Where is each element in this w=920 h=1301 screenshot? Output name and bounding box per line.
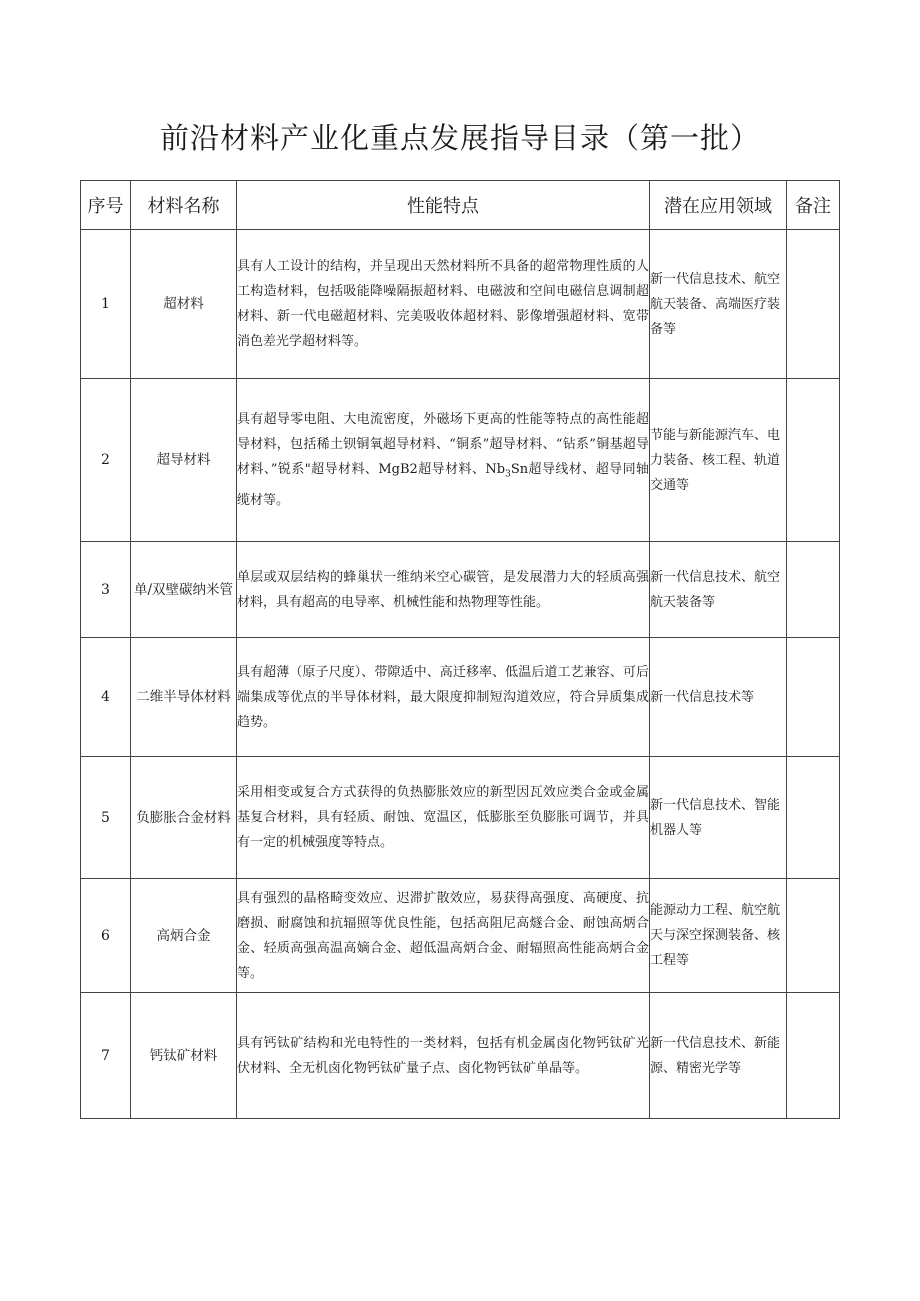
application-field: 新一代信息技术等 [650,638,787,757]
header-field: 潜在应用领域 [650,181,787,230]
row-number: 6 [81,879,131,993]
note [787,542,840,638]
header-note: 备注 [787,181,840,230]
table-row [81,379,840,542]
material-feature: 具有人工设计的结构，并呈现出天然材料所不具备的超常物理性质的人工构造材料，包括吸能降噪隔振超材料、电磁波和空间电磁信息调制超材料、新一代电磁超材料、完美吸收体超材料、影像增强超材料、宽带消色差光学超材料等。 [237,230,650,379]
application-field: 新一代信息技术、航空航天装备等 [650,542,787,638]
header-feature: 性能特点 [237,181,650,230]
table-row [81,993,840,1119]
table-row [81,879,840,993]
material-name: 超材料 [131,230,237,379]
note [787,757,840,879]
header-name: 材料名称 [131,181,237,230]
material-feature: 具有强烈的晶格畸变效应、迟滞扩散效应，易获得高强度、高硬度、抗磨损、耐腐蚀和抗辐照等优良性能，包括高阻尼高燧合金、耐蚀高炳合金、轻质高强高温高嫡合金、超低温高炳合金、耐辐照高性能高炳合金等。 [237,879,650,993]
application-field: 能源动力工程、航空航天与深空探测装备、核工程等 [650,879,787,993]
subscript-text: 3 [505,469,511,480]
catalog-table [80,180,840,1119]
row-number: 7 [81,993,131,1119]
table-row [81,230,840,379]
row-number: 5 [81,757,131,879]
page-title: 前沿材料产业化重点发展指导目录（第一批） [159,121,760,155]
material-feature: 采用相变或复合方式获得的负热膨胀效应的新型因瓦效应类合金或金属基复合材料，具有轻质、耐蚀、宽温区，低膨胀至负膨胀可调节，并具有一定的机械强度等特点。 [237,757,650,879]
application-field: 新一代信息技术、智能机器人等 [650,757,787,879]
row-number: 2 [81,379,131,542]
note [787,879,840,993]
row-number: 4 [81,638,131,757]
header-row [81,181,840,230]
note [787,993,840,1119]
note [787,230,840,379]
material-feature: 具有钙钛矿结构和光电特性的一类材料，包括有机金属卤化物钙钛矿光伏材料、全无机卤化物钙钛矿量子点、卤化物钙钛矿单晶等。 [237,993,650,1119]
material-name: 高炳合金 [131,879,237,993]
material-feature: 单层或双层结构的蜂巢状一维纳米空心碳管，是发展潜力大的轻质高强材料，具有超高的电导率、机械性能和热物理等性能。 [237,542,650,638]
material-feature [237,379,650,542]
application-field: 新一代信息技术、航空航天装备、高端医疗装备等 [650,230,787,379]
table-row [81,757,840,879]
application-field: 新一代信息技术、新能源、精密光学等 [650,993,787,1119]
material-name: 钙钛矿材料 [131,993,237,1119]
material-name: 超导材料 [131,379,237,542]
table-row [81,542,840,638]
application-field: 节能与新能源汽车、电力装备、核工程、轨道交通等 [650,379,787,542]
material-feature: 具有超薄（原子尺度）、带隙适中、高迁移率、低温后道工艺兼容、可后端集成等优点的半导体材料，最大限度抑制短沟道效应，符合异质集成趋势。 [237,638,650,757]
material-name: 二维半导体材料 [131,638,237,757]
feature-text-part: Sn超导线材、超导同轴缆材等。 [237,462,650,508]
header-no: 序号 [81,181,131,230]
note [787,379,840,542]
note [787,638,840,757]
row-number: 1 [81,230,131,379]
material-name: 单/双壁碳纳米管 [131,542,237,638]
table-row [81,638,840,757]
row-number: 3 [81,542,131,638]
material-name: 负膨胀合金材料 [131,757,237,879]
feature-text-part: 具有超导零电阻、大电流密度，外磁场下更高的性能等特点的高性能超导材料，包括稀土钡铜氧超导材料、“铜系”超导材料、“钻系”铜基超导材料、”锐系"超导材料、MgB2超导材料、Nb [237,412,649,478]
